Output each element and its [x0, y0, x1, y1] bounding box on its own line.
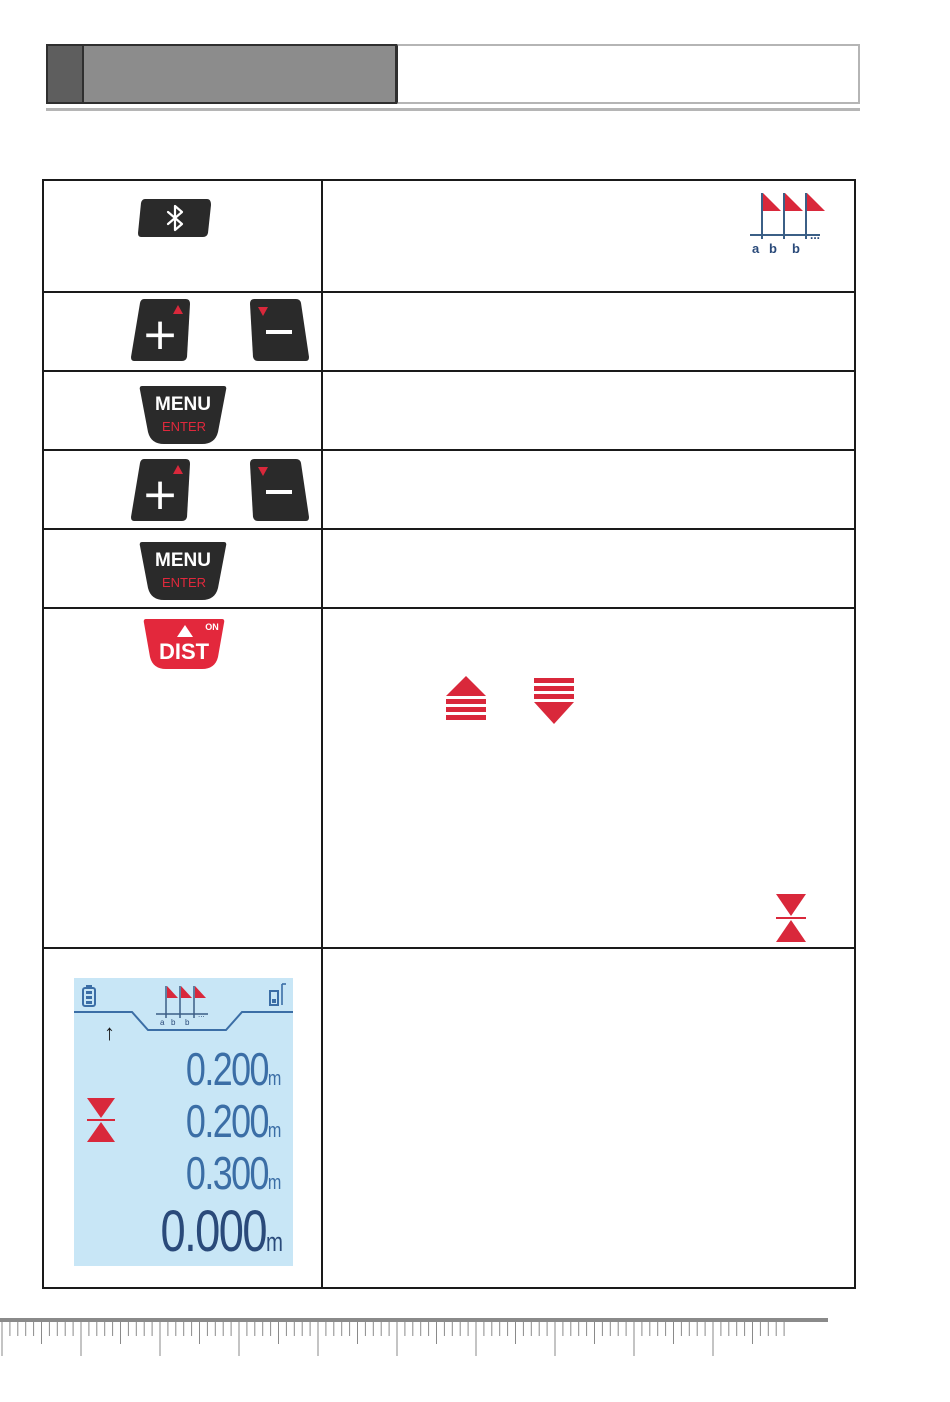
plus-symbol: + — [141, 309, 179, 360]
lcd-value-3: 0.300m — [185, 1147, 281, 1199]
table-row-divider — [44, 947, 854, 949]
battery-icon — [83, 985, 95, 1006]
minus-key[interactable] — [248, 297, 310, 363]
table-row-divider — [44, 291, 854, 293]
table-column-divider — [321, 181, 323, 1287]
header-tab-dark — [46, 44, 84, 104]
lcd-stakeout-flags-icon — [156, 986, 208, 1027]
stakeout-flags-icon — [744, 189, 832, 257]
minus-symbol-icon — [266, 490, 292, 494]
header-blank-block — [397, 44, 860, 104]
lcd-display — [74, 978, 293, 1266]
reference-point-icon — [270, 984, 286, 1005]
header-rule — [46, 108, 860, 111]
plus-key[interactable] — [130, 457, 192, 523]
table-row-divider — [44, 607, 854, 609]
enter-label: ENTER — [161, 419, 207, 434]
page-ruler-ticks — [0, 1322, 828, 1362]
header-title-block — [84, 44, 397, 104]
lcd-main-value: 0.000m — [160, 1199, 283, 1264]
lcd-arrow: ↑ — [104, 1020, 115, 1045]
table-row-divider — [44, 449, 854, 451]
lcd-value-2: 0.200m — [185, 1095, 281, 1147]
move-up-indicator-icon — [444, 674, 488, 726]
stakeout-label-a: a — [752, 241, 760, 256]
menu-label: MENU — [155, 394, 211, 415]
enter-label: ENTER — [161, 575, 207, 590]
stakeout-label-b: b — [769, 241, 777, 256]
stakeout-label-b: b — [792, 241, 800, 256]
minus-symbol-icon — [266, 330, 292, 334]
table-row-divider — [44, 370, 854, 372]
stakeout-ellipsis: ... — [810, 228, 821, 242]
menu-label: MENU — [155, 550, 211, 571]
svg-text:...: ... — [198, 1010, 205, 1019]
on-label: ON — [205, 622, 219, 632]
svg-text:b: b — [185, 1018, 190, 1027]
plus-key[interactable] — [130, 297, 192, 363]
dist-key[interactable] — [142, 617, 226, 671]
svg-text:a: a — [160, 1018, 165, 1027]
plus-symbol: + — [141, 469, 179, 520]
table-row-divider — [44, 528, 854, 530]
svg-text:b: b — [171, 1018, 176, 1027]
lcd-value-1: 0.200m — [185, 1043, 281, 1095]
menu-enter-key[interactable] — [138, 540, 228, 602]
dist-label: DIST — [158, 639, 210, 664]
move-down-indicator-icon — [532, 676, 576, 728]
menu-enter-key[interactable] — [138, 384, 228, 446]
target-reached-icon — [774, 892, 808, 944]
lcd-target-reached-icon — [85, 1096, 117, 1144]
bluetooth-key[interactable] — [137, 197, 213, 239]
minus-key[interactable] — [248, 457, 310, 523]
